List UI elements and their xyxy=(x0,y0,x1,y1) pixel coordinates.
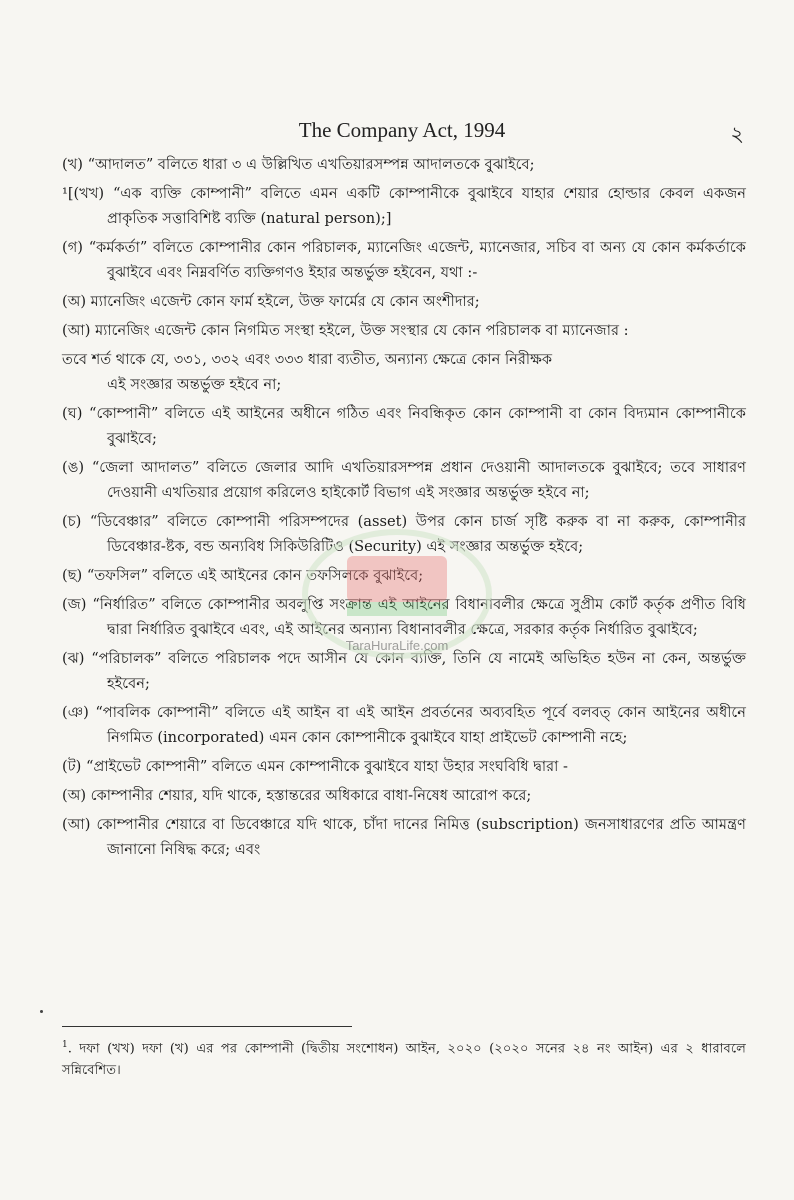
item-text: “পাবলিক কোম্পানী” বলিতে এই আইন বা এই আইন প্রবর্তনের অব্যবহিত পূর্বে বলবত্ কোন আইনের অধীনে নিগমিত (incorporated) এমন কোন কোম্পানীকে বুঝাইবে যাহা প্রাইভেট কোম্পানী নহে; xyxy=(95,704,746,746)
item-label: (আ) xyxy=(62,816,91,833)
definition-list xyxy=(62,152,746,343)
item-label: (আ) xyxy=(62,322,91,339)
item-label: (ঘ) xyxy=(62,405,83,422)
definition-item xyxy=(62,455,746,505)
item-label: (অ) xyxy=(62,787,87,804)
item-label: (জ) xyxy=(62,596,87,613)
page-header xyxy=(60,118,744,148)
item-text: “এক ব্যক্তি কোম্পানী” বলিতে এমন একটি কোম্পানীকে বুঝাইবে যাহার শেয়ার হোল্ডার কেবল একজন প্রাকৃতিক সত্তাবিশিষ্ট ব্যক্তি (natural person);] xyxy=(107,185,746,227)
proviso-paragraph xyxy=(62,347,746,397)
item-text: “জেলা আদালত” বলিতে জেলার আদি এখতিয়ারসম্পন্ন প্রধান দেওয়ানী আদালতকে বুঝাইবে; তবে সাধারণ দেওয়ানী এখতিয়ার প্রয়োগ করিলেও হাইকোর্ট বিভাগ এই সংজ্ঞার অন্তর্ভুক্ত হইবে না; xyxy=(91,459,746,501)
page-title: The Company Act, 1994 xyxy=(298,118,506,142)
margin-mark xyxy=(40,1010,43,1013)
footnote-text: . দফা (খখ) দফা (খ) এর পর কোম্পানী (দ্বিতীয় সংশোধন) আইন, ২০২০ (২০২০ সনের ২৪ নং আইন) এর ২ ধারাবলে সন্নিবেশিত। xyxy=(62,1041,746,1079)
definition-item xyxy=(62,646,746,696)
definition-item xyxy=(62,181,746,231)
item-label: (ট) xyxy=(62,758,82,775)
item-text: কোম্পানীর শেয়ারে বা ডিবেঞ্চারে যদি থাকে, চাঁদা দানের নিমিত্ত (subscription) জনসাধারণের প্রতি আমন্ত্রণ জানানো নিষিদ্ধ করে; এবং xyxy=(96,816,746,858)
item-label: (খ) xyxy=(62,156,83,173)
definition-item xyxy=(62,812,746,862)
definition-item xyxy=(62,563,746,588)
item-text: “তফসিল” বলিতে এই আইনের কোন তফসিলকে বুঝাইবে; xyxy=(86,567,424,584)
proviso-first-line: তবে শর্ত থাকে যে, ৩৩১, ৩৩২ এবং ৩৩৩ ধারা ব্যতীত, অন্যান্য ক্ষেত্রে কোন নিরীক্ষক xyxy=(62,351,553,368)
definition-item xyxy=(62,318,746,343)
item-label: (অ) xyxy=(62,293,87,310)
watermark-text: TaraHuraLife.com xyxy=(345,638,449,653)
item-label: (ঞ) xyxy=(62,704,89,721)
definition-item xyxy=(62,152,746,177)
item-text: “ডিবেঞ্চার” বলিতে কোম্পানী পরিসম্পদের (asset) উপর কোন চার্জ সৃষ্টি করুক বা না করুক, কোম্পানীর ডিবেঞ্চার-ষ্টক, বন্ড অন্যবিধ সিকিউরিটিও (Security) এই সংজ্ঞার অন্তর্ভুক্ত হইবে; xyxy=(89,513,746,555)
definition-item xyxy=(62,592,746,642)
definition-item xyxy=(62,509,746,559)
item-label: (ছ) xyxy=(62,567,83,584)
proviso-rest: এই সংজ্ঞার অন্তর্ভুক্ত হইবে না; xyxy=(107,376,282,393)
definition-item xyxy=(62,783,746,808)
definition-item xyxy=(62,754,746,779)
item-text: “কর্মকর্তা” বলিতে কোম্পানীর কোন পরিচালক, ম্যানেজিং এজেন্ট, ম্যানেজার, সচিব বা অন্য যে কোন কর্মকর্তাকে বুঝাইবে এবং নিম্নবর্ণিত ব্যক্তিগণও ইহার অন্তর্ভুক্ত হইবেন, যথা :- xyxy=(88,239,746,281)
definition-item xyxy=(62,289,746,314)
document-body xyxy=(62,152,746,866)
definition-item xyxy=(62,235,746,285)
item-text: “নির্ধারিত” বলিতে কোম্পানীর অবলুপ্তি সংক্রান্ত এই আইনের বিধানাবলীর ক্ষেত্রে সুপ্রীম কোর্ট কর্তৃক প্রণীত বিধি দ্বারা নির্ধারিত বুঝাইবে এবং, এই আইনের অন্যান্য বিধানাবলীর ক্ষেত্রে, সরকার কর্তৃক নির্ধারিত বুঝাইবে; xyxy=(92,596,746,638)
item-text: “পরিচালক” বলিতে পরিচালক পদে আসীন যে কোন ব্যক্তি, তিনি যে নামেই অভিহিত হউন না কেন, অন্তর্ভুক্ত হইবেন; xyxy=(91,650,746,692)
item-text: ম্যানেজিং এজেন্ট কোন নিগমিত সংস্থা হইলে, উক্ত সংস্থার যে কোন পরিচালক বা ম্যানেজার : xyxy=(95,322,629,339)
definition-item xyxy=(62,401,746,451)
item-label: (গ) xyxy=(62,239,83,256)
item-label: (চ) xyxy=(62,513,82,530)
item-text: “আদালত” বলিতে ধারা ৩ এ উল্লিখিত এখতিয়ারসম্পন্ন আদালতকে বুঝাইবে; xyxy=(87,156,535,173)
footnote xyxy=(62,1034,746,1082)
definition-item xyxy=(62,700,746,750)
footnote-number: 1 xyxy=(62,1040,68,1050)
item-label: (ঝ) xyxy=(62,650,85,667)
item-text: ম্যানেজিং এজেন্ট কোন ফার্ম হইলে, উক্ত ফার্মের যে কোন অংশীদার; xyxy=(90,293,480,310)
item-text: “প্রাইভেট কোম্পানী” বলিতে এমন কোম্পানীকে বুঝাইবে যাহা উহার সংঘবিধি দ্বারা - xyxy=(85,758,568,775)
definition-list-continued xyxy=(62,401,746,862)
item-text: কোম্পানীর শেয়ার, যদি থাকে, হস্তান্তরের অধিকারে বাধা-নিষেধ আরোপ করে; xyxy=(90,787,532,804)
page-number: ২ xyxy=(730,122,744,146)
item-text: “কোম্পানী” বলিতে এই আইনের অধীনে গঠিত এবং নিবন্ধিকৃত কোন কোম্পানী বা কোন বিদ্যমান কোম্পানীকে বুঝাইবে; xyxy=(89,405,747,447)
footnote-divider xyxy=(62,1026,352,1027)
item-label: ¹[(খখ) xyxy=(62,185,105,202)
item-label: (ঙ) xyxy=(62,459,85,476)
